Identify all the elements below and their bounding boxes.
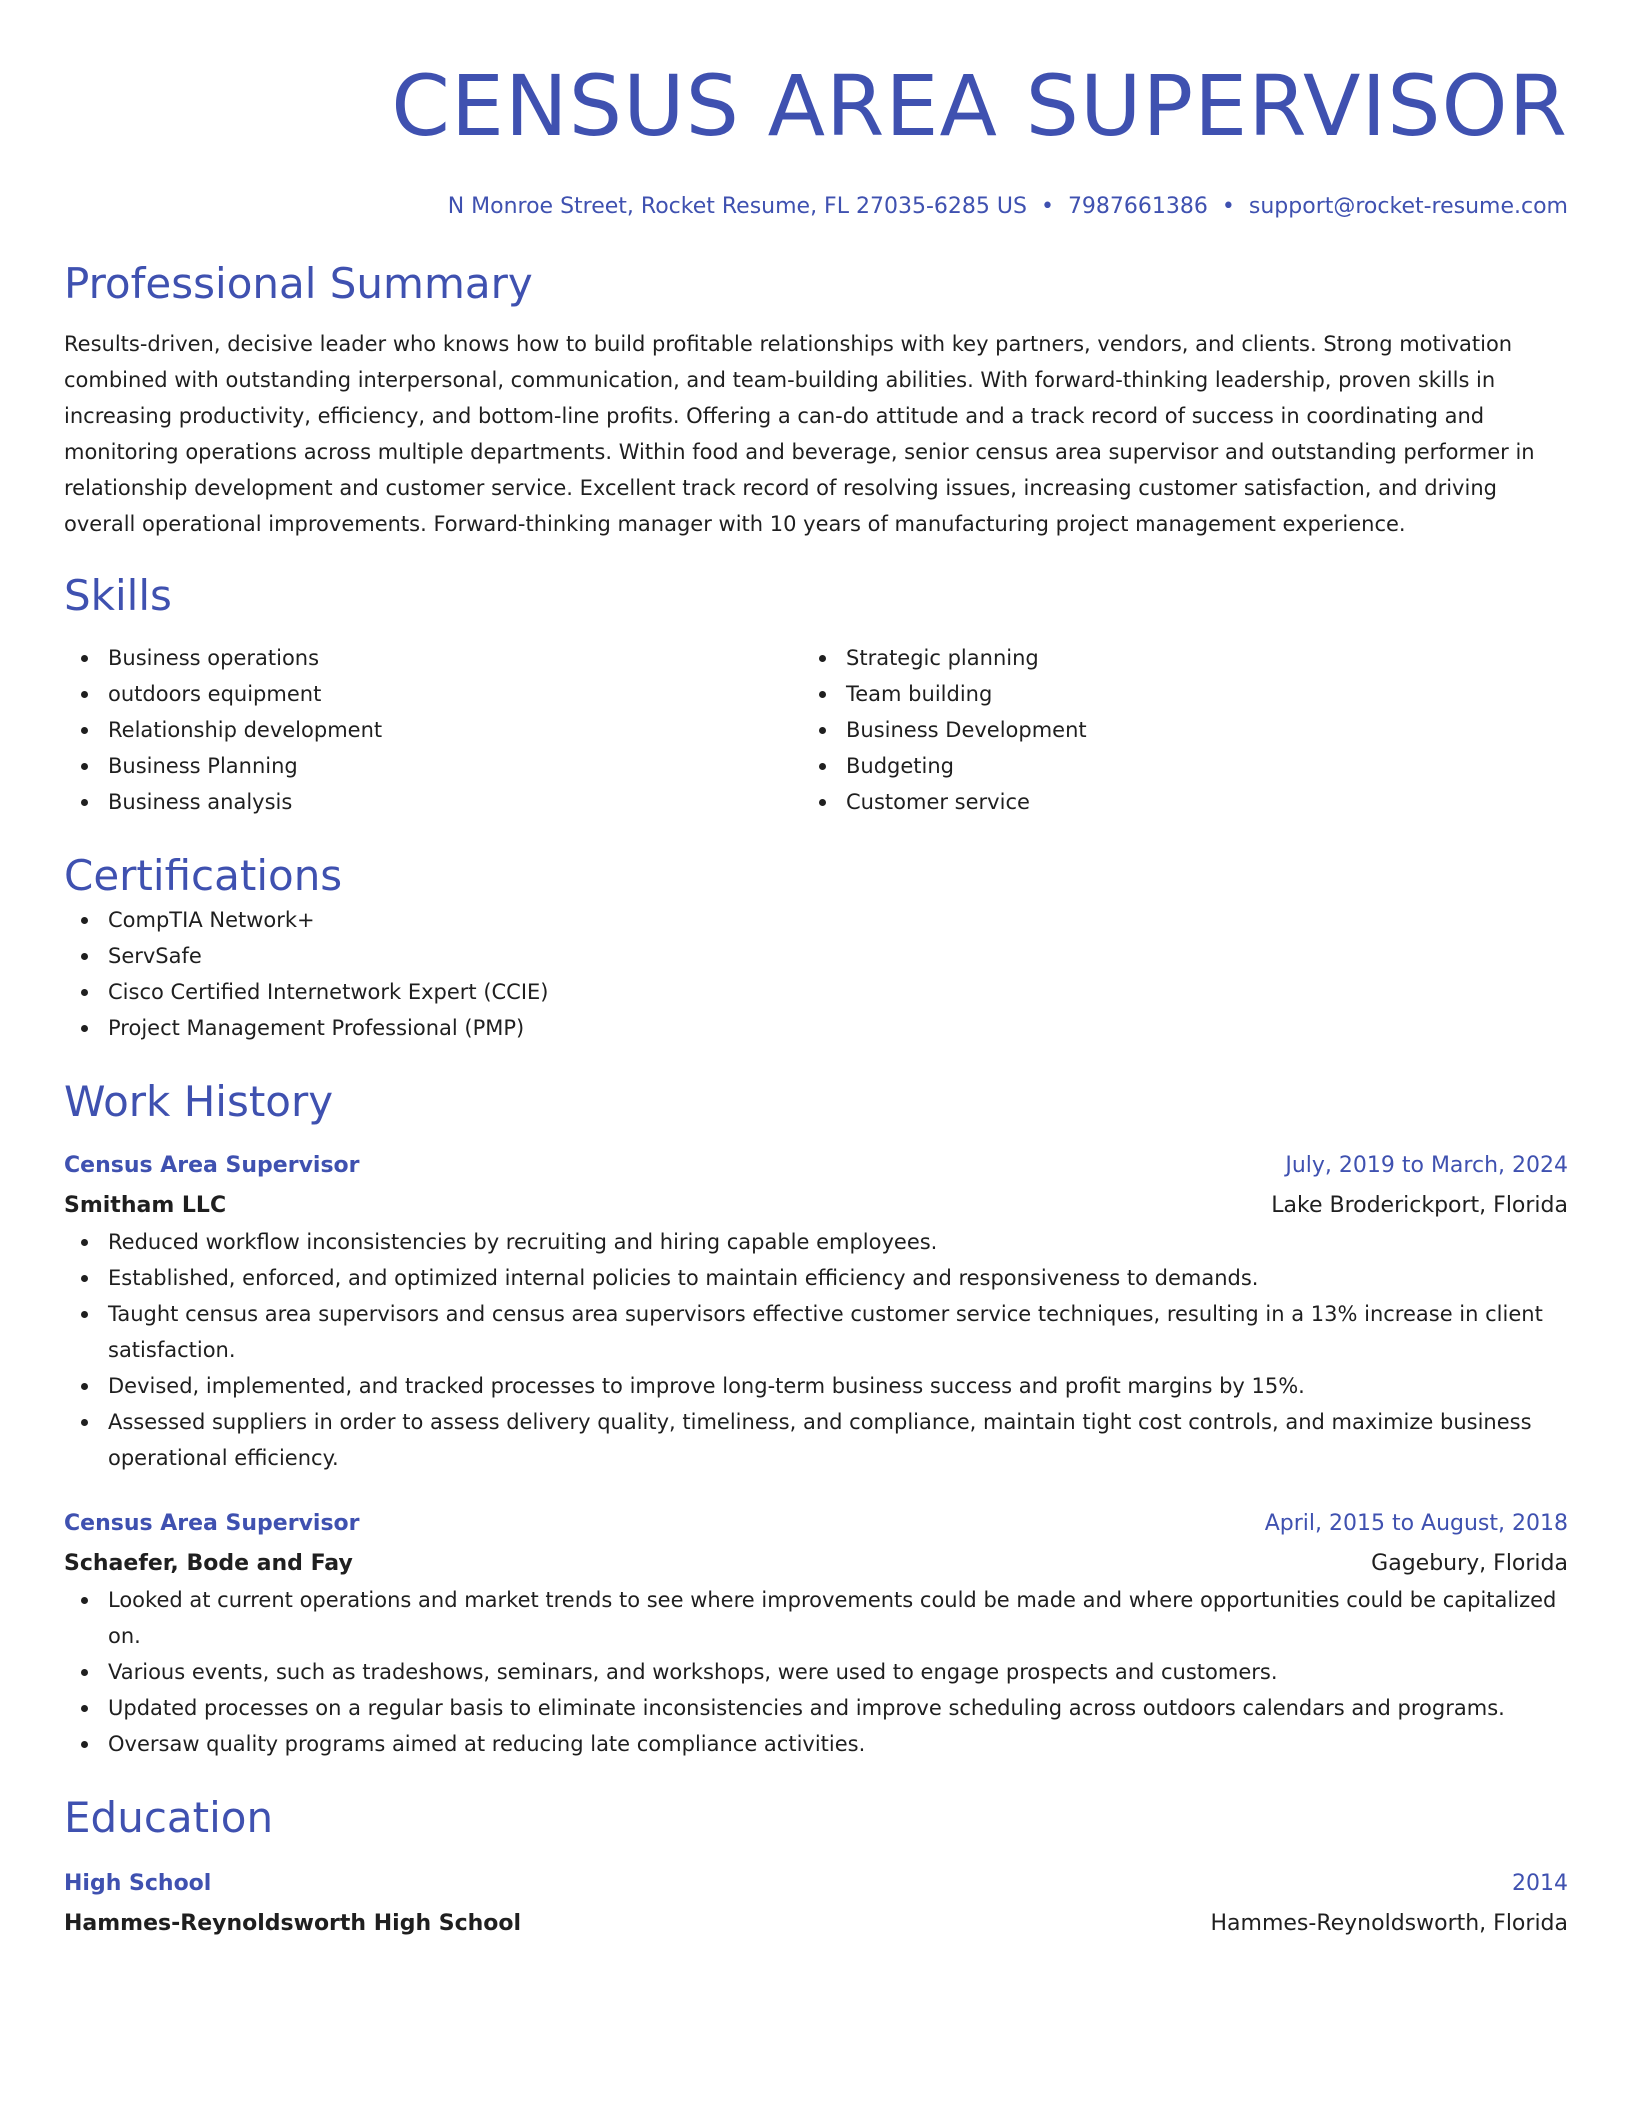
job-bullet: Updated processes on a regular basis to eliminate inconsistencies and improve scheduling across outdoors calendars and programs. — [64, 1690, 1568, 1726]
job-bullet: Oversaw quality programs aimed at reducing late compliance activities. — [64, 1726, 1568, 1762]
skills-grid — [64, 640, 1568, 820]
contact-line — [64, 192, 1568, 222]
summary-text: Results-driven, decisive leader who knows how to build profitable relationships with key partners, vendors, and clients. Strong motivation combined with outstanding interpersonal, communication, and team-building abilities. With forward-thinking leadership, proven skills in increasing productivity, efficiency, and bottom-line profits. Offering a can-do attitude and a track record of success in coordinating and monitoring operations across multiple departments. Within food and beverage, senior census area supervisor and outstanding performer in relationship development and customer service. Excellent track record of resolving issues, increasing customer satisfaction, and driving overall operational improvements. Forward-thinking manager with 10 years of manufacturing project management experience. — [64, 332, 1535, 536]
education-school: Hammes-Reynoldsworth High School — [64, 1911, 522, 1936]
job-bullet: Taught census area supervisors and census area supervisors effective customer service techniques, resulting in a 13% increase in client satisfaction. — [64, 1296, 1568, 1368]
job-employer: Smitham LLC — [64, 1193, 227, 1218]
job-employer-row — [64, 1184, 1568, 1224]
summary-heading: Professional Summary — [64, 259, 533, 308]
job-entry — [64, 1506, 1568, 1762]
skill-item: Budgeting — [802, 748, 1568, 784]
job-entry — [64, 1148, 1568, 1476]
job-bullets — [64, 1224, 1568, 1476]
certifications-heading: Certifications — [64, 851, 343, 900]
job-dates: July, 2019 to March, 2024 — [1285, 1153, 1568, 1178]
skill-item: outdoors equipment — [64, 676, 802, 712]
job-role: Census Area Supervisor — [64, 1153, 360, 1178]
education-degree: High School — [64, 1871, 212, 1896]
job-bullets — [64, 1582, 1568, 1762]
skill-item: Strategic planning — [802, 640, 1568, 676]
education-year: 2014 — [1512, 1871, 1568, 1896]
job-bullet: Reduced workflow inconsistencies by recruiting and hiring capable employees. — [64, 1224, 1568, 1260]
job-role: Census Area Supervisor — [64, 1511, 360, 1536]
skill-item: Business Development — [802, 712, 1568, 748]
job-bullet: Devised, implemented, and tracked processes to improve long-term business success and profit margins by 15%. — [64, 1368, 1568, 1404]
contact-separator: • — [1040, 194, 1054, 219]
skill-item: Business operations — [64, 640, 802, 676]
job-bullet: Established, enforced, and optimized internal policies to maintain efficiency and responsiveness to demands. — [64, 1260, 1568, 1296]
education-location: Hammes-Reynoldsworth, Florida — [1210, 1911, 1568, 1936]
contact-email[interactable]: support@rocket-resume.com — [1248, 194, 1568, 219]
skill-item: Relationship development — [64, 712, 802, 748]
job-bullet: Assessed suppliers in order to assess delivery quality, timeliness, and compliance, maintain tight cost controls, and maximize business operational efficiency. — [64, 1404, 1568, 1476]
skills-heading: Skills — [64, 571, 172, 620]
skill-item: Business analysis — [64, 784, 802, 820]
certification-item: ServSafe — [64, 938, 1568, 974]
job-header-row — [64, 1506, 1568, 1542]
skill-item: Customer service — [802, 784, 1568, 820]
job-location: Lake Broderickport, Florida — [1271, 1193, 1568, 1218]
job-header-row — [64, 1148, 1568, 1184]
job-employer: Schaefer, Bode and Fay — [64, 1551, 353, 1576]
job-bullet: Looked at current operations and market trends to see where improvements could be made and where opportunities could be capitalized on. — [64, 1582, 1568, 1654]
education-school-row — [64, 1902, 1568, 1942]
education-header-row — [64, 1866, 1568, 1902]
contact-separator: • — [1221, 194, 1235, 219]
skills-list-right — [802, 640, 1568, 820]
contact-address: N Monroe Street, Rocket Resume, FL 27035-6285 US — [447, 194, 1027, 219]
skills-list-left — [64, 640, 802, 820]
certification-item: CompTIA Network+ — [64, 902, 1568, 938]
certifications-list — [64, 902, 1568, 1046]
job-bullet: Various events, such as tradeshows, seminars, and workshops, were used to engage prospects and customers. — [64, 1654, 1568, 1690]
skill-item: Business Planning — [64, 748, 802, 784]
contact-phone: 7987661386 — [1067, 194, 1208, 219]
resume-header — [64, 56, 1568, 222]
certification-item: Cisco Certified Internetwork Expert (CCIE) — [64, 974, 1568, 1010]
job-employer-row — [64, 1542, 1568, 1582]
skill-item: Team building — [802, 676, 1568, 712]
education-heading: Education — [64, 1793, 274, 1842]
work-history-heading: Work History — [64, 1077, 334, 1126]
certification-item: Project Management Professional (PMP) — [64, 1010, 1568, 1046]
job-location: Gagebury, Florida — [1371, 1551, 1568, 1576]
resume-name: CENSUS AREA SUPERVISOR — [391, 57, 1568, 155]
job-dates: April, 2015 to August, 2018 — [1264, 1511, 1568, 1536]
education-entry — [64, 1866, 1568, 1942]
